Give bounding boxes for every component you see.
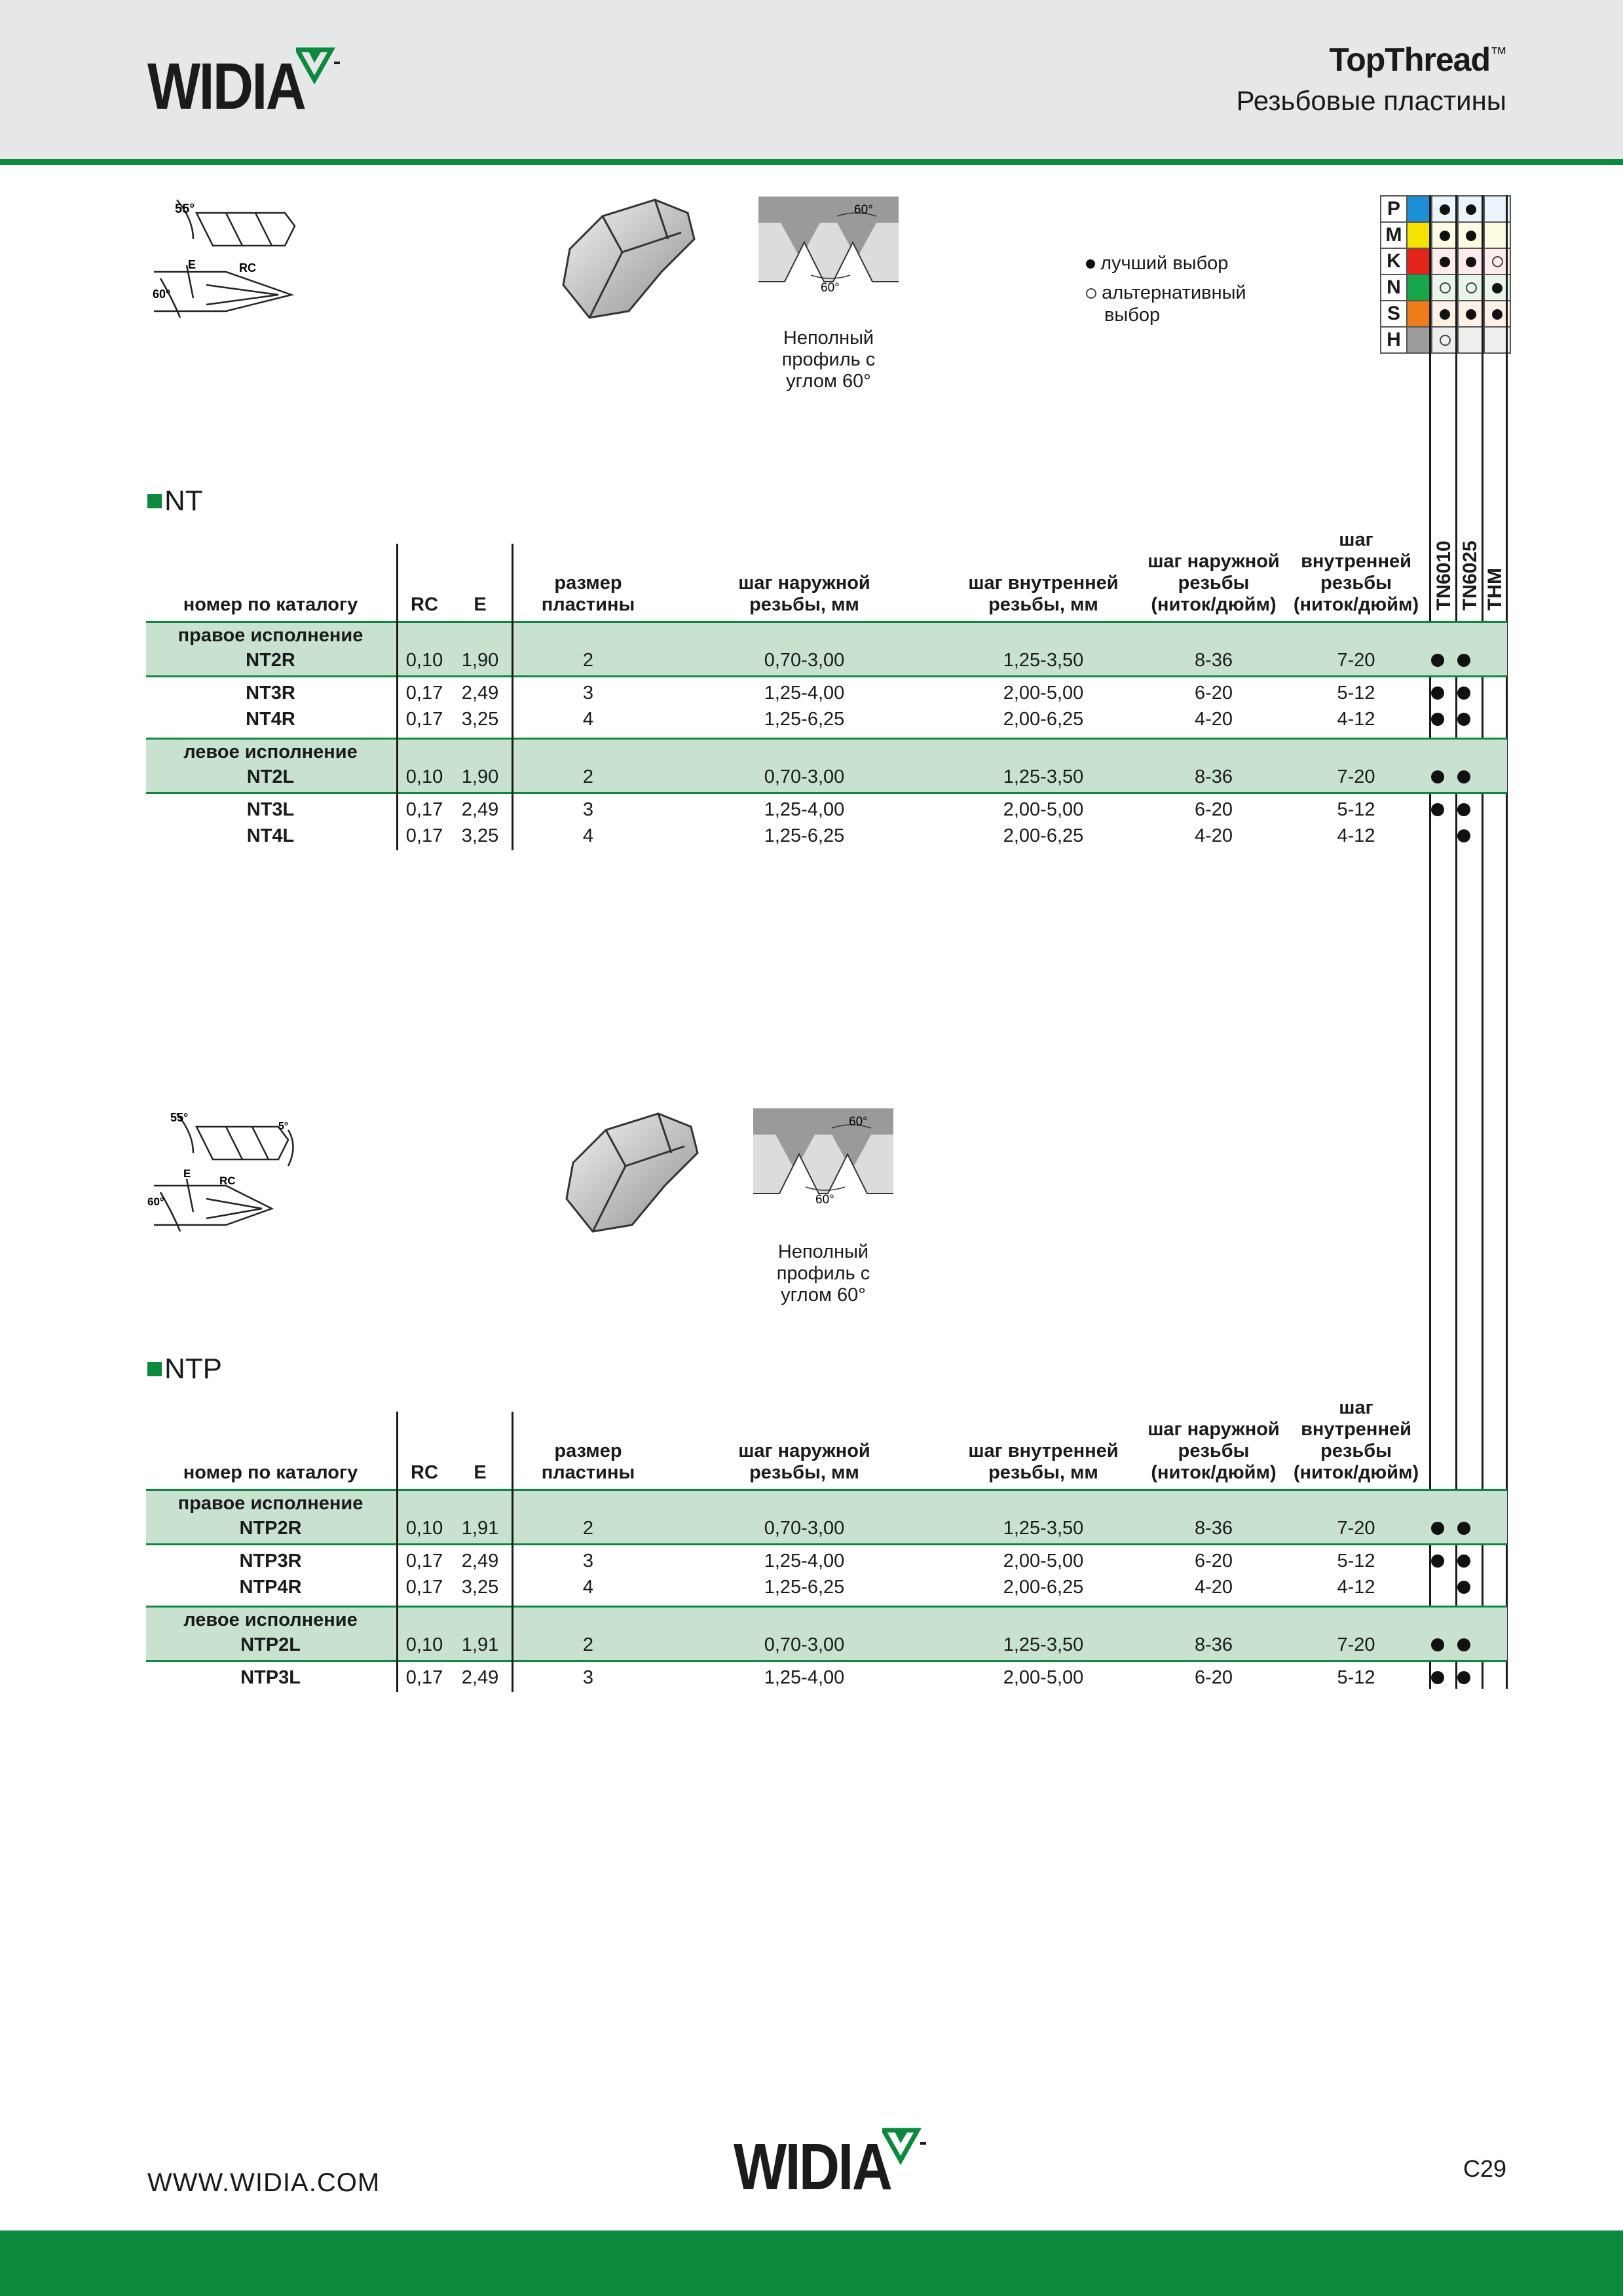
material-letter: P [1381, 196, 1407, 222]
cell-int_tpi: 5-12 [1337, 1667, 1375, 1688]
material-color-swatch [1407, 248, 1432, 274]
material-letter: H [1381, 327, 1407, 353]
cell-int: 2,00-5,00 [1003, 1551, 1084, 1571]
svg-text:60°: 60° [821, 281, 840, 295]
footer-url-link[interactable]: WWW.WIDIA.COM [147, 2168, 381, 2197]
ntp-profile-caption: Неполный профиль с углом 60° [776, 1241, 870, 1306]
header-line: внутренней [1301, 1419, 1411, 1440]
cell-ext_tpi: 8-36 [1194, 1634, 1233, 1655]
legend-best: лучший выбор [1086, 252, 1228, 274]
cell-size: 3 [582, 1667, 594, 1688]
header-line: шаг внутренней [968, 1440, 1119, 1461]
svg-text:E: E [188, 258, 196, 271]
cell-size: 3 [582, 683, 594, 704]
cell-rc: 0,10 [405, 1634, 443, 1655]
best-choice-dot-icon [1466, 231, 1476, 241]
best-choice-dot-icon [1457, 654, 1470, 667]
cell-ext_tpi: 6-20 [1194, 799, 1233, 820]
material-grade-cell [1432, 196, 1458, 222]
cell-int: 2,00-5,00 [1003, 683, 1084, 704]
cell-int_tpi: 5-12 [1337, 683, 1375, 704]
best-choice-dot-icon [1457, 770, 1470, 783]
cell-rc: 0,17 [405, 683, 443, 704]
cell-int: 1,25-3,50 [1003, 766, 1084, 787]
material-grade-cell [1432, 301, 1458, 327]
cell-ext: 0,70-3,00 [764, 1518, 845, 1539]
legend-alternative: альтернативный выбор [1086, 282, 1246, 326]
header-line: внутренней [1301, 551, 1411, 572]
cell-int: 2,00-5,00 [1003, 1667, 1084, 1688]
cell-int_tpi: 7-20 [1337, 766, 1375, 787]
best-choice-dot-icon [1431, 1554, 1444, 1568]
material-application-grid [1380, 195, 1511, 354]
section-title-nt: NT [147, 485, 203, 518]
material-grade-cell [1432, 327, 1458, 353]
cell-ext: 1,25-6,25 [764, 1577, 845, 1598]
svg-text:60°: 60° [147, 1195, 164, 1208]
material-grade-cell [1458, 327, 1484, 353]
cell-int_tpi: 7-20 [1337, 650, 1375, 671]
catalog-number: NTP3R [239, 1551, 302, 1571]
material-grade-cell [1432, 274, 1458, 301]
header-line: пластины [541, 594, 635, 615]
cell-rc: 0,17 [405, 1551, 443, 1571]
best-choice-dot-icon [1440, 204, 1450, 215]
best-choice-dot-icon [1492, 309, 1502, 320]
cell-e: 2,49 [461, 683, 499, 704]
material-grade-cell [1432, 248, 1458, 274]
best-choice-dot-icon [1457, 713, 1470, 726]
cell-ext_tpi: 8-36 [1194, 766, 1233, 787]
best-choice-dot-icon [1440, 231, 1450, 241]
best-choice-dot-icon [1466, 257, 1476, 267]
header-line: (ниток/дюйм) [1151, 594, 1277, 615]
hollow-dot-icon [1086, 288, 1096, 299]
ntp-thread-profile-diagram [753, 1108, 893, 1230]
cell-ext_tpi: 4-20 [1194, 1577, 1233, 1598]
catalog-number: NT2R [246, 650, 295, 671]
best-choice-dot-icon [1431, 713, 1444, 726]
cell-e: 2,49 [461, 1551, 499, 1571]
cell-rc: 0,17 [405, 1577, 443, 1598]
header-line: резьбы, мм [988, 1462, 1098, 1483]
alternative-choice-dot-icon [1440, 282, 1451, 293]
column-separator [396, 1412, 398, 1692]
material-grade-cell [1458, 196, 1484, 222]
best-choice-dot-icon [1457, 1671, 1470, 1684]
header-line: шаг наружной [1147, 551, 1280, 572]
header-line: резьбы, мм [749, 1462, 859, 1483]
header-line: номер по каталогу [183, 594, 358, 615]
header-line: размер [554, 1440, 622, 1461]
cell-e: 2,49 [461, 799, 499, 820]
cell-ext: 1,25-4,00 [764, 1667, 845, 1688]
material-letter: N [1381, 274, 1407, 301]
cell-int: 2,00-6,25 [1003, 825, 1084, 846]
material-letter: K [1381, 248, 1407, 274]
cell-e: 1,90 [461, 766, 499, 787]
best-choice-dot-icon [1431, 1522, 1444, 1535]
svg-text:55°: 55° [175, 202, 195, 216]
material-grade-cell [1432, 222, 1458, 248]
green-square-icon [147, 1362, 162, 1376]
cell-size: 2 [582, 1634, 594, 1655]
product-subtitle: Резьбовые пластины [1236, 85, 1506, 116]
cell-ext: 1,25-4,00 [764, 799, 845, 820]
cell-ext: 0,70-3,00 [764, 766, 845, 787]
ntp-insert-dimension-drawing [147, 1101, 305, 1232]
best-choice-dot-icon [1440, 309, 1450, 320]
material-letter: S [1381, 301, 1407, 327]
header-line: RC [411, 594, 438, 615]
best-choice-dot-icon [1457, 1581, 1470, 1594]
header-line: пластины [541, 1462, 635, 1483]
green-square-icon [147, 494, 162, 508]
cell-int: 1,25-3,50 [1003, 1634, 1084, 1655]
cell-ext_tpi: 4-20 [1194, 825, 1233, 846]
header-line: размер [554, 573, 622, 593]
best-choice-dot-icon [1466, 309, 1476, 320]
header-line: резьбы [1178, 573, 1250, 593]
best-choice-dot-icon [1457, 1638, 1470, 1651]
cell-rc: 0,10 [405, 1518, 443, 1539]
product-title: TopThread™ [1329, 41, 1506, 78]
group-label: правое исполнение [177, 625, 364, 646]
cell-rc: 0,10 [405, 766, 443, 787]
cell-ext_tpi: 6-20 [1194, 683, 1233, 704]
nt-profile-caption: Неполный профиль с углом 60° [781, 328, 876, 392]
cell-ext_tpi: 6-20 [1194, 1667, 1233, 1688]
ntp-insert-3d-image [553, 1101, 704, 1238]
cell-rc: 0,17 [405, 799, 443, 820]
cell-e: 2,49 [461, 1667, 499, 1688]
material-letter: M [1381, 222, 1407, 248]
material-color-swatch [1407, 301, 1432, 327]
material-color-swatch [1407, 196, 1432, 222]
cell-e: 3,25 [461, 1577, 499, 1598]
brand-wordmark: WIDIA [147, 50, 305, 123]
cell-size: 2 [582, 1518, 594, 1539]
cell-ext: 0,70-3,00 [764, 1634, 845, 1655]
material-color-swatch [1407, 274, 1432, 301]
header-line: резьбы [1178, 1440, 1250, 1461]
cell-int: 2,00-6,25 [1003, 1577, 1084, 1598]
ntp-insert-table [146, 1392, 1507, 1693]
cell-size: 4 [582, 825, 594, 846]
best-choice-dot-icon [1466, 204, 1476, 215]
filled-dot-icon [1086, 259, 1095, 269]
header-line: резьбы [1320, 1440, 1392, 1461]
material-grade-cell [1458, 301, 1484, 327]
cell-size: 3 [582, 1551, 594, 1571]
cell-int_tpi: 7-20 [1337, 1518, 1375, 1539]
grade-label-thm: THM [1484, 568, 1506, 611]
cell-size: 4 [582, 1577, 594, 1598]
footer-bar [0, 2230, 1623, 2296]
cell-int: 1,25-3,50 [1003, 1518, 1084, 1539]
cell-e: 3,25 [461, 825, 499, 846]
material-row [1381, 196, 1510, 222]
material-row [1381, 248, 1510, 274]
cell-size: 3 [582, 799, 594, 820]
cell-int: 1,25-3,50 [1003, 650, 1084, 671]
cell-ext_tpi: 4-20 [1194, 709, 1233, 730]
best-choice-dot-icon [1431, 1671, 1444, 1684]
header-line: E [474, 1462, 487, 1483]
best-choice-dot-icon [1440, 257, 1450, 267]
cell-int_tpi: 7-20 [1337, 1634, 1375, 1655]
cell-int_tpi: 5-12 [1337, 1551, 1375, 1571]
cell-rc: 0,17 [405, 825, 443, 846]
header-line: (ниток/дюйм) [1293, 1462, 1419, 1483]
svg-text:60°: 60° [849, 1115, 868, 1129]
nt-insert-dimension-drawing [147, 187, 305, 318]
header-line: резьбы, мм [988, 594, 1098, 615]
alternative-choice-dot-icon [1466, 282, 1477, 293]
catalog-number: NT2L [246, 766, 295, 787]
header-line: шаг наружной [738, 1440, 870, 1461]
cell-ext: 1,25-4,00 [764, 683, 845, 704]
cell-e: 3,25 [461, 709, 499, 730]
best-choice-dot-icon [1457, 687, 1470, 700]
material-row [1381, 274, 1510, 301]
nt-insert-3d-image [550, 187, 701, 324]
catalog-number: NTP2L [240, 1634, 301, 1655]
footer-widia-logo [734, 2130, 928, 2204]
cell-e: 1,91 [461, 1518, 499, 1539]
cell-int_tpi: 4-12 [1337, 709, 1375, 730]
nt-thread-profile-diagram [758, 197, 899, 318]
grade-label-tn6010: TN6010 [1433, 540, 1455, 611]
best-choice-dot-icon [1457, 803, 1470, 816]
catalog-number: NT4R [246, 709, 295, 730]
cell-ext: 1,25-6,25 [764, 709, 845, 730]
svg-text:RC: RC [239, 261, 256, 274]
material-color-swatch [1407, 327, 1432, 353]
best-choice-dot-icon [1431, 687, 1444, 700]
cell-int: 2,00-5,00 [1003, 799, 1084, 820]
group-label: правое исполнение [177, 1493, 364, 1514]
column-separator [512, 1412, 513, 1692]
cell-ext: 0,70-3,00 [764, 650, 845, 671]
cell-ext: 1,25-4,00 [764, 1551, 845, 1571]
cell-ext: 1,25-6,25 [764, 825, 845, 846]
best-choice-dot-icon [1431, 803, 1444, 816]
best-choice-dot-icon [1431, 1638, 1444, 1651]
cell-int_tpi: 5-12 [1337, 799, 1375, 820]
best-choice-dot-icon [1431, 770, 1444, 783]
best-choice-dot-icon [1457, 1554, 1470, 1568]
material-row [1381, 301, 1510, 327]
footer-brand-wordmark: WIDIA [734, 2130, 891, 2204]
catalog-number: NT4L [246, 825, 295, 846]
header-line: (ниток/дюйм) [1151, 1462, 1277, 1483]
material-row [1381, 327, 1510, 353]
catalog-number: NTP3L [240, 1667, 301, 1688]
svg-text:60°: 60° [815, 1193, 834, 1207]
section-title-ntp: NTP [147, 1353, 222, 1385]
header-line: шаг [1339, 1397, 1373, 1418]
cell-int: 2,00-6,25 [1003, 709, 1084, 730]
best-choice-dot-icon [1457, 829, 1470, 842]
header-line: шаг [1339, 529, 1373, 550]
cell-rc: 0,17 [405, 709, 443, 730]
svg-text:5°: 5° [278, 1121, 289, 1132]
cell-size: 4 [582, 709, 594, 730]
header-line: шаг наружной [1147, 1419, 1280, 1440]
widia-logo [147, 50, 342, 123]
catalog-number: NTP2R [239, 1518, 302, 1539]
svg-text:60°: 60° [854, 203, 873, 217]
header-line: резьбы, мм [749, 594, 859, 615]
best-choice-dot-icon [1492, 283, 1502, 293]
cell-rc: 0,10 [405, 650, 443, 671]
catalog-number: NT3L [246, 799, 295, 820]
group-label: левое исполнение [183, 742, 358, 762]
svg-text:60°: 60° [153, 288, 171, 301]
header-rule [0, 159, 1623, 165]
catalog-number: NTP4R [239, 1577, 302, 1598]
best-choice-dot-icon [1431, 654, 1444, 667]
material-grade-cell [1458, 222, 1484, 248]
column-separator [512, 544, 513, 850]
material-grade-cell [1458, 274, 1484, 301]
cell-e: 1,91 [461, 1634, 499, 1655]
material-color-swatch [1407, 222, 1432, 248]
grade-label-tn6025: TN6025 [1459, 540, 1481, 611]
catalog-number: NT3R [246, 683, 295, 704]
cell-int_tpi: 4-12 [1337, 825, 1375, 846]
cell-ext_tpi: 8-36 [1194, 650, 1233, 671]
cell-ext_tpi: 8-36 [1194, 1518, 1233, 1539]
header-line: (ниток/дюйм) [1293, 594, 1419, 615]
header-line: E [474, 594, 487, 615]
header-line: RC [411, 1462, 438, 1483]
page-number: C29 [1463, 2155, 1506, 2182]
material-row [1381, 222, 1510, 248]
header-line: резьбы [1320, 573, 1392, 593]
alternative-choice-dot-icon [1492, 256, 1503, 267]
header-line: номер по каталогу [183, 1462, 358, 1483]
cell-size: 2 [582, 766, 594, 787]
best-choice-dot-icon [1457, 1522, 1470, 1535]
svg-text:E: E [183, 1167, 191, 1180]
header-line: шаг внутренней [968, 573, 1119, 593]
cell-ext_tpi: 6-20 [1194, 1551, 1233, 1571]
cell-int_tpi: 4-12 [1337, 1577, 1375, 1598]
nt-insert-table [146, 524, 1507, 865]
material-grade-cell [1458, 248, 1484, 274]
alternative-choice-dot-icon [1440, 335, 1451, 346]
svg-text:55°: 55° [170, 1111, 189, 1124]
header-line: шаг наружной [738, 573, 870, 593]
group-label: левое исполнение [183, 1609, 358, 1630]
column-separator [396, 544, 398, 850]
cell-size: 2 [582, 650, 594, 671]
cell-rc: 0,17 [405, 1667, 443, 1688]
cell-e: 1,90 [461, 650, 499, 671]
svg-text:RC: RC [219, 1175, 236, 1187]
